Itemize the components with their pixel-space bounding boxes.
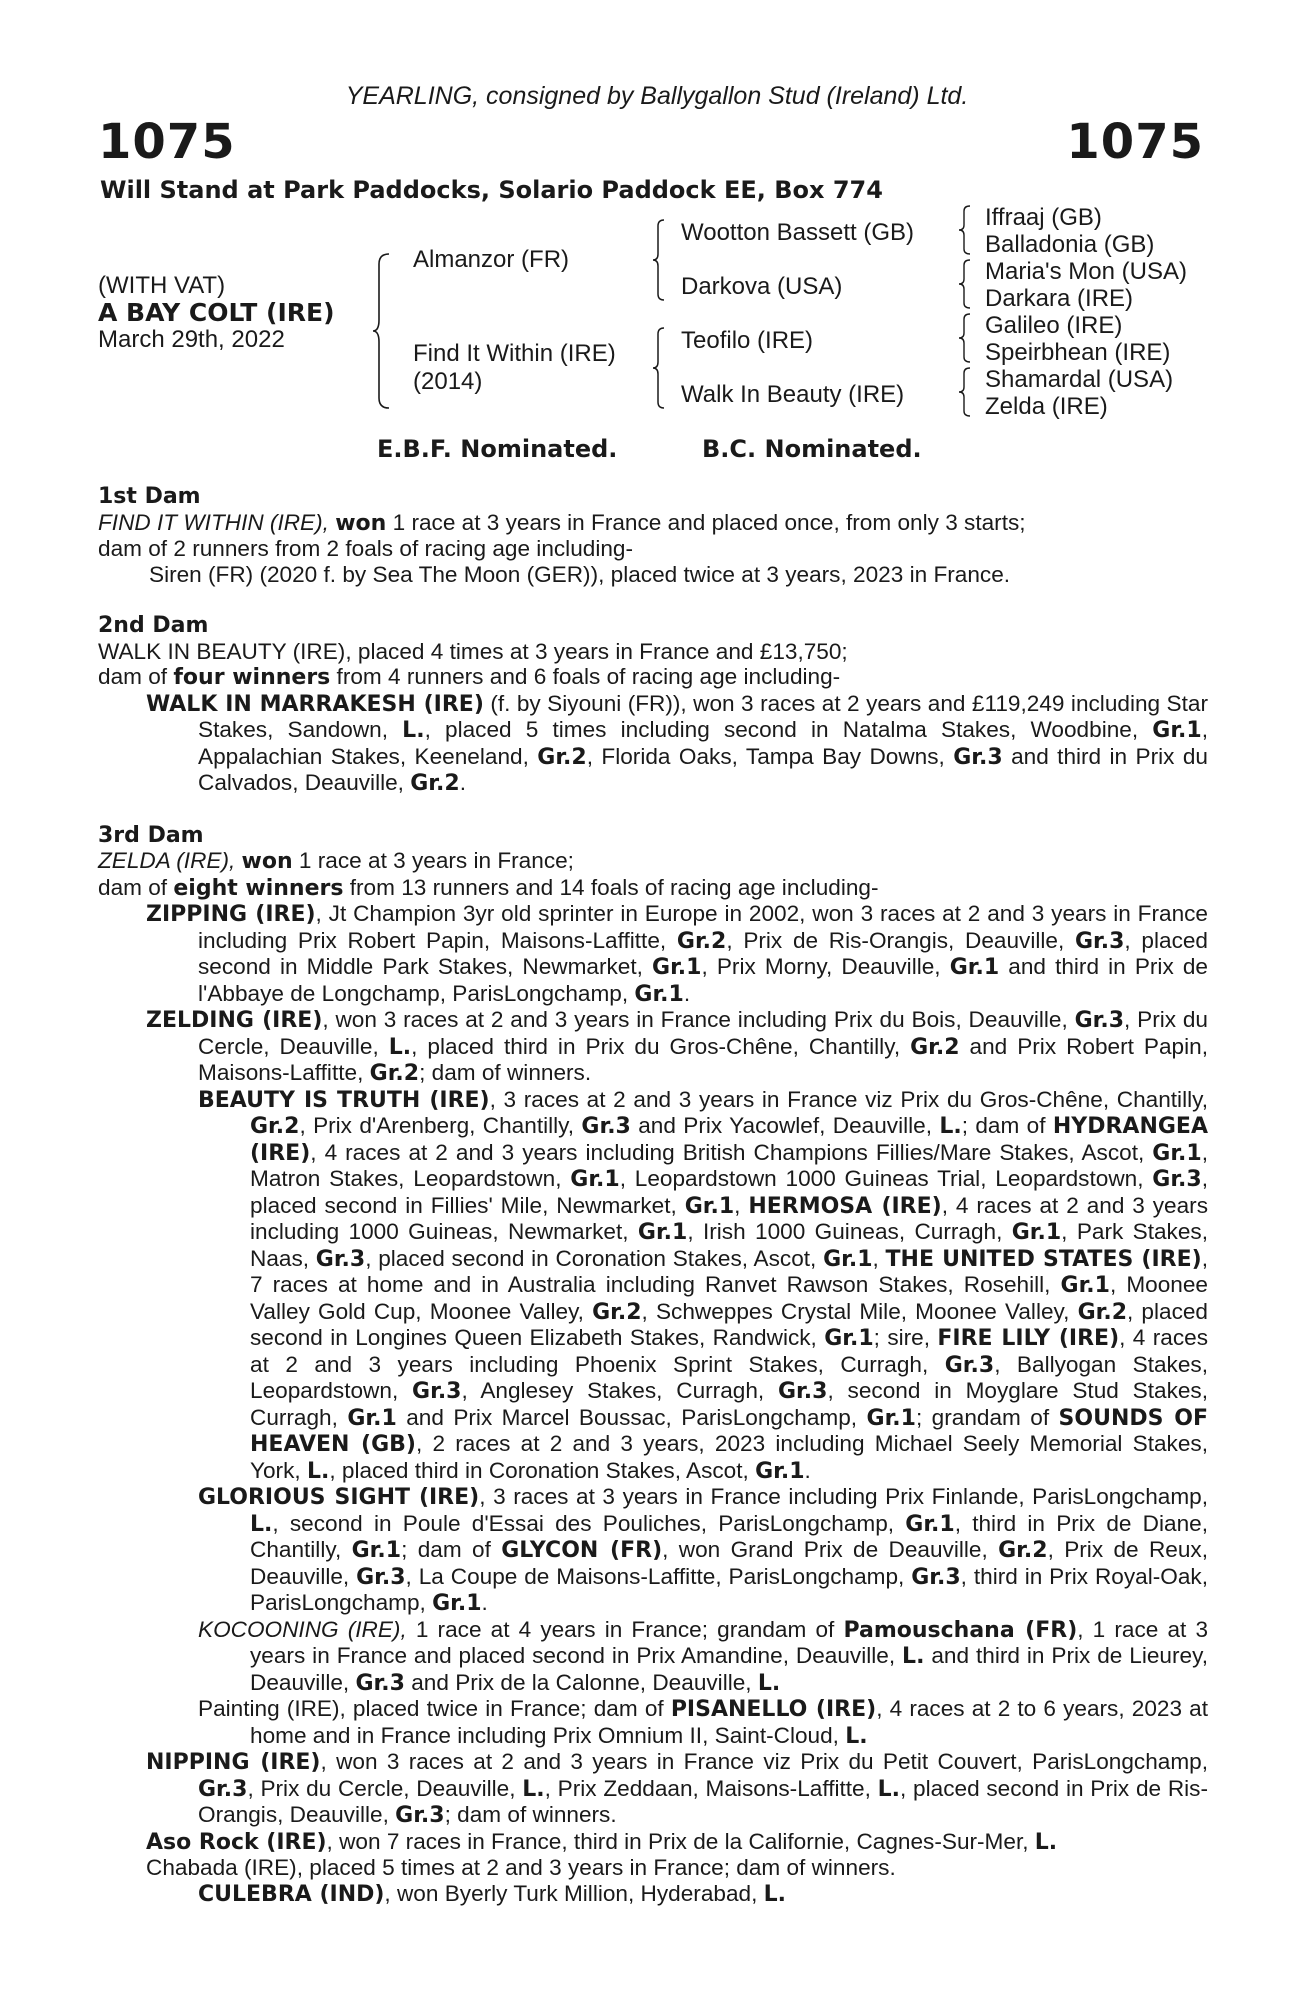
first-dam-line-1 bbox=[98, 510, 1208, 537]
great-grandparent-8: Zelda (IRE) bbox=[985, 393, 1108, 420]
winner-count: eight winners bbox=[173, 875, 344, 901]
pedigree-brace-g4 bbox=[958, 366, 972, 418]
second-dam-line-1: WALK IN BEAUTY (IRE), placed 4 times at 3 years in France and £13,750; bbox=[98, 638, 848, 664]
second-dam-heading: 2nd Dam bbox=[98, 613, 209, 638]
horse-name: ZIPPING (IRE) bbox=[146, 902, 316, 927]
horse-name: BEAUTY IS TRUTH (IRE) bbox=[198, 1087, 490, 1113]
vat-note: (WITH VAT) bbox=[98, 272, 226, 299]
pedigree-brace-dam bbox=[652, 326, 666, 410]
pedigree-brace-g3 bbox=[958, 312, 972, 364]
first-dam-line-2: dam of 2 runners from 2 foals of racing age including- bbox=[98, 536, 634, 561]
produce-chabada: Chabada (IRE), placed 5 times at 2 and 3 years in France; dam of winners. bbox=[146, 1855, 896, 1880]
pedigree-brace-sire bbox=[652, 218, 666, 302]
sire-dam: Darkova (USA) bbox=[681, 273, 843, 300]
produce-glorious-sight: GLORIOUS SIGHT (IRE), 3 races at 3 years in France including Prix Finlande, ParisLongchamp, L., second in Poule d'Essai des Pouliches, ParisLongchamp, Gr.1, third in Prix de Diane, Chantilly, Gr.1; dam of GLYCON (FR), won Grand Prix de Deauville, Gr.2, Prix de Reux, Deauville, Gr.3, La Coupe de Maisons-Laffitte, ParisLongchamp, Gr.3, third in Prix Royal-Oak, ParisLongchamp, Gr.1. bbox=[198, 1484, 1209, 1616]
produce-walk-in-marrakesh: WALK IN MARRAKESH (IRE) (f. by Siyouni (FR)), won 3 races at 2 years and £119,249 including Star Stakes, Sandown, L., placed 5 times including second in Natalma Stakes, Woodbine, Gr.1, Appalachian Stakes, Keeneland, Gr.2, Florida Oaks, Tampa Bay Downs, Gr.3 and third in Prix du Calvados, Deauville, Gr.2. bbox=[146, 690, 1208, 796]
produce-kocooning: KOCOONING (IRE), 1 race at 4 years in France; grandam of Pamouschana (FR), 1 race at 3 years in France and placed second in Prix Amandine, Deauville, L. and third in Prix de Lieurey, Deauville, Gr.3 and Prix de la Calonne, Deauville, L. bbox=[198, 1616, 1209, 1696]
third-dam-line-2: dam of eight winners from 13 runners and 14 foals of racing age including- bbox=[98, 874, 879, 901]
horse-name: NIPPING (IRE) bbox=[146, 1750, 321, 1775]
third-dam-name: ZELDA (IRE), bbox=[98, 848, 236, 873]
pedigree-brace-g1 bbox=[958, 204, 972, 256]
produce-culebra: CULEBRA (IND), won Byerly Turk Million, Hyderabad, L. bbox=[198, 1880, 787, 1907]
produce-zelding: ZELDING (IRE), won 3 races at 2 and 3 years in France including Prix du Bois, Deauville, Gr.3, Prix du Cercle, Deauville, L., placed third in Prix du Gros-Chêne, Chantilly, Gr.2 and Prix Robert Papin, Maisons-Laffitte, Gr.2; dam of winners. bbox=[146, 1007, 1208, 1086]
first-dam-heading: 1st Dam bbox=[98, 484, 201, 509]
great-grandparent-4: Darkara (IRE) bbox=[985, 285, 1134, 312]
great-grandparent-1: Iffraaj (GB) bbox=[985, 204, 1102, 231]
great-grandparent-6: Speirbhean (IRE) bbox=[985, 339, 1171, 366]
lot-number-left: 1075 bbox=[98, 114, 236, 170]
consignment-line: YEARLING, consigned by Ballygallon Stud (Ireland) Ltd. bbox=[345, 82, 969, 110]
great-grandparent-3: Maria's Mon (USA) bbox=[985, 258, 1187, 285]
third-dam-heading: 3rd Dam bbox=[98, 822, 204, 848]
winner-count: four winners bbox=[173, 665, 331, 690]
lot-subject-name: A BAY COLT (IRE) bbox=[98, 298, 335, 327]
sire-name: Almanzor (FR) bbox=[413, 246, 570, 273]
horse-name: KOCOONING (IRE), bbox=[198, 1616, 407, 1642]
dam-sire: Teofilo (IRE) bbox=[681, 327, 814, 354]
first-dam-name: FIND IT WITHIN (IRE), bbox=[98, 509, 329, 535]
great-grandparent-2: Balladonia (GB) bbox=[985, 231, 1155, 258]
produce-beauty-is-truth: BEAUTY IS TRUTH (IRE), 3 races at 2 and 3 years in France viz Prix du Gros-Chêne, Chantilly, Gr.2, Prix d'Arenberg, Chantilly, Gr.3 and Prix Yacowlef, Deauville, L.; dam of HYDRANGEA (IRE), 4 races at 2 and 3 years including British Champions Fillies/Mare Stakes, Ascot, Gr.1, Matron Stakes, Leopardstown, Gr.1, Leopardstown 1000 Guineas Trial, Leopardstown, Gr.3, placed second in Fillies' Mile, Newmarket, Gr.1, HERMOSA (IRE), 4 races at 2 and 3 years including 1000 Guineas, Newmarket, Gr.1, Irish 1000 Guineas, Curragh, Gr.1, Park Stakes, Naas, Gr.3, placed second in Coronation Stakes, Ascot, Gr.1, THE UNITED STATES (IRE), 7 races at home and in Australia including Ranvet Rawson Stakes, Rosehill, Gr.1, Moonee Valley Gold Cup, Moonee Valley, Gr.2, Schweppes Crystal Mile, Moonee Valley, Gr.2, placed second in Longines Queen Elizabeth Stakes, Randwick, Gr.1; sire, FIRE LILY (IRE), 4 races at 2 and 3 years including Phoenix Sprint Stakes, Curragh, Gr.3, Ballyogan Stakes, Leopardstown, Gr.3, Anglesey Stakes, Curragh, Gr.3, second in Moyglare Stud Stakes, Curragh, Gr.1 and Prix Marcel Boussac, ParisLongchamp, Gr.1; grandam of SOUNDS OF HEAVEN (GB), 2 races at 2 and 3 years, 2023 including Michael Seely Memorial Stakes, York, L., placed third in Coronation Stakes, Ascot, Gr.1. bbox=[198, 1086, 1209, 1484]
dam-year: (2014) bbox=[413, 368, 483, 395]
third-dam-line-1: ZELDA (IRE), won 1 race at 3 years in France; bbox=[98, 848, 574, 874]
sire-sire: Wootton Bassett (GB) bbox=[681, 219, 914, 246]
horse-name: Aso Rock (IRE) bbox=[146, 1829, 327, 1855]
horse-name: CULEBRA (IND) bbox=[198, 1881, 385, 1907]
horse-name: ZELDING (IRE) bbox=[146, 1008, 323, 1033]
pedigree-brace-main bbox=[372, 252, 392, 410]
dam-name: Find It Within (IRE) bbox=[413, 340, 616, 367]
first-dam-produce: Siren (FR) (2020 f. by Sea The Moon (GER)), placed twice at 3 years, 2023 in France. bbox=[149, 561, 1011, 587]
great-grandparent-7: Shamardal (USA) bbox=[985, 366, 1174, 393]
great-grandparent-5: Galileo (IRE) bbox=[985, 312, 1123, 339]
horse-name: GLORIOUS SIGHT (IRE) bbox=[198, 1485, 480, 1510]
second-dam-line-2: dam of four winners from 4 runners and 6 foals of racing age including- bbox=[98, 664, 841, 690]
produce-painting: Painting (IRE), placed twice in France; dam of PISANELLO (IRE), 4 races at 2 to 6 years, 2023 at home and in France including Prix Omnium II, Saint-Cloud, L. bbox=[198, 1696, 1209, 1749]
catalogue-body bbox=[98, 484, 1208, 1907]
foaling-date: March 29th, 2022 bbox=[98, 326, 285, 353]
dam-dam: Walk In Beauty (IRE) bbox=[681, 381, 905, 408]
produce-nipping: NIPPING (IRE), won 3 races at 2 and 3 years in France viz Prix du Petit Couvert, ParisLongchamp, Gr.3, Prix du Cercle, Deauville, L., Prix Zeddaan, Maisons-Laffitte, L., placed second in Prix de Ris-Orangis, Deauville, Gr.3; dam of winners. bbox=[146, 1749, 1208, 1828]
ebf-nomination: E.B.F. Nominated. bbox=[377, 435, 618, 463]
produce-zipping: ZIPPING (IRE), Jt Champion 3yr old sprinter in Europe in 2002, won 3 races at 2 and 3 years in France including Prix Robert Papin, Maisons-Laffitte, Gr.2, Prix de Ris-Orangis, Deauville, Gr.3, placed second in Middle Park Stakes, Newmarket, Gr.1, Prix Morny, Deauville, Gr.1 and third in Prix de l'Abbaye de Longchamp, ParisLongchamp, Gr.1. bbox=[146, 901, 1208, 1007]
won-label: won bbox=[241, 849, 293, 874]
pedigree-brace-g2 bbox=[958, 258, 972, 310]
lot-number-right: 1075 bbox=[1066, 114, 1204, 170]
stand-location: Will Stand at Park Paddocks, Solario Paddock EE, Box 774 bbox=[100, 176, 883, 204]
horse-name: WALK IN MARRAKESH (IRE) bbox=[146, 691, 484, 717]
bc-nomination: B.C. Nominated. bbox=[702, 435, 922, 463]
won-label: won bbox=[335, 510, 387, 536]
first-dam-record: 1 race at 3 years in France and placed once, from only 3 starts; bbox=[386, 509, 1026, 535]
produce-aso-rock: Aso Rock (IRE), won 7 races in France, third in Prix de la Californie, Cagnes-Sur-Mer, L. bbox=[146, 1828, 1058, 1855]
